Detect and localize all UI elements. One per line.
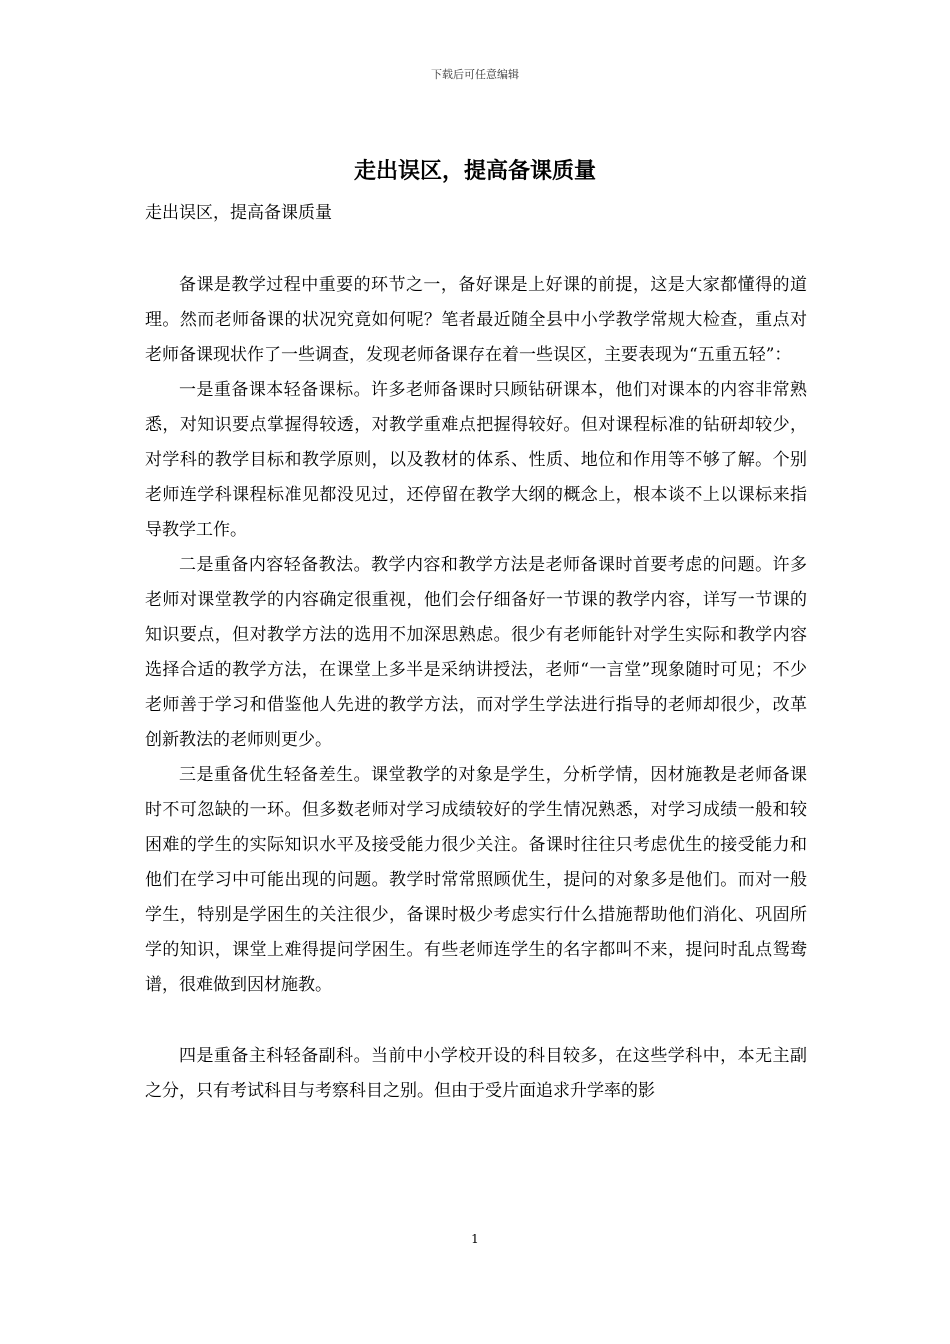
paragraph-point-1: 一是重备课本轻备课标。许多老师备课时只顾钻研课本，他们对课本的内容非常熟悉，对知识要点掌握得较透，对教学重难点把握得较好。但对课程标准的钻研却较少，对学科的教学目标和教学原则，以及教材的体系、性质、地位和作用等不够了解。个别老师连学科课程标准见都没见过，还停留在教学大纲的概念上，根本谈不上以课标来指导教学工作。 xyxy=(145,380,807,540)
paragraph-point-2: 二是重备内容轻备教法。教学内容和教学方法是老师备课时首要考虑的问题。许多老师对课堂教学的内容确定很重视，他们会仔细备好一节课的教学内容，详写一节课的知识要点，但对教学方法的选用不加深思熟虑。很少有老师能针对学生实际和教学内容选择合适的教学方法，在课堂上多半是采纳讲授法，老师“一言堂”现象随时可见；不少老师善于学习和借鉴他人先进的教学方法，而对学生学法进行指导的老师却很少，改革创新教法的老师则更少。 xyxy=(145,555,807,750)
document-body xyxy=(145,268,807,1109)
paragraph-point-3: 三是重备优生轻备差生。课堂教学的对象是学生，分析学情，因材施教是老师备课时不可忽缺的一环。但多数老师对学习成绩较好的学生情况熟悉，对学习成绩一般和较困难的学生的实际知识水平及接受能力很少关注。备课时往往只考虑优生的接受能力和他们在学习中可能出现的问题。教学时常常照顾优生，提问的对象多是他们。而对一般学生，特别是学困生的关注很少，备课时极少考虑实行什么措施帮助他们消化、巩固所学的知识，课堂上难得提问学困生。有些老师连学生的名字都叫不来，提问时乱点鸳鸯谱，很难做到因材施教。 xyxy=(145,765,807,995)
document-title: 走出误区，提高备课质量 xyxy=(353,158,596,184)
document-subtitle: 走出误区，提高备课质量 xyxy=(145,203,332,223)
paragraph-point-4: 四是重备主科轻备副科。当前中小学校开设的科目较多，在这些学科中，本无主副之分，只有考试科目与考察科目之别。但由于受片面追求升学率的影 xyxy=(145,1046,807,1101)
paragraph-intro: 备课是教学过程中重要的环节之一，备好课是上好课的前提，这是大家都懂得的道理。然而老师备课的状况究竟如何呢？笔者最近随全县中小学教学常规大检查，重点对老师备课现状作了一些调查，发现老师备课存在着一些误区，主要表现为“五重五轻”： xyxy=(145,275,807,365)
page-header-note: 下载后可任意编辑 xyxy=(431,68,519,81)
page-number: 1 xyxy=(471,1232,479,1246)
